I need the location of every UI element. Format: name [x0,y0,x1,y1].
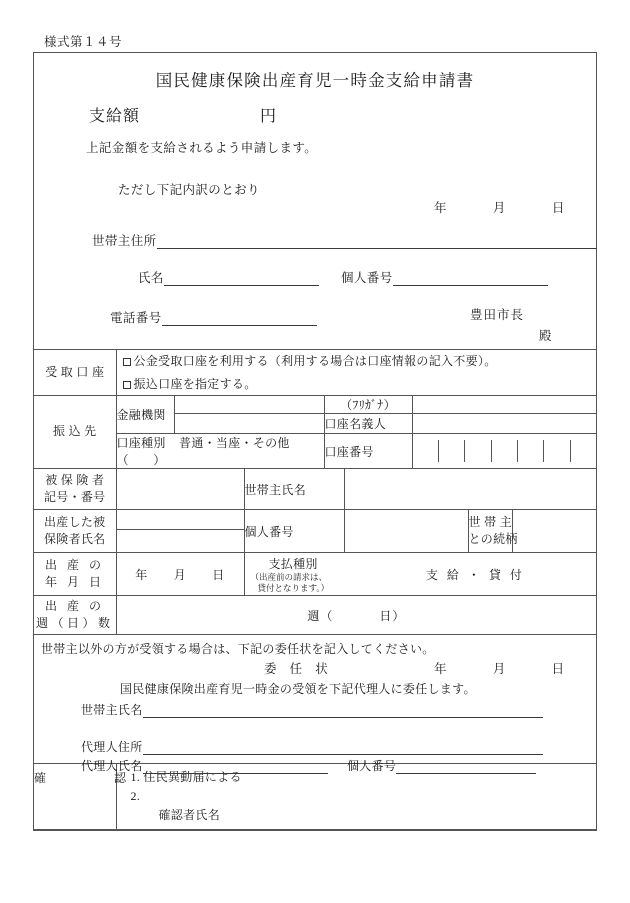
receiving-account-options [116,350,596,396]
birth-weeks-label [34,596,116,635]
applicant-mynumber-rule[interactable] [393,272,548,286]
birth-weeks-input[interactable] [116,596,596,635]
account-type-options[interactable]: 普通・当座・その他（ ） [116,436,290,468]
payment-amount-label: 支給額 [89,108,141,125]
household-address-rule[interactable] [157,235,597,249]
agent-name-label: 代理人氏名 [81,759,143,774]
account-number-cell[interactable] [439,440,465,462]
relation-to-head-input[interactable] [512,510,596,553]
financial-institution-label: 金融機関 [116,396,174,434]
delegation-section [34,635,596,774]
application-date-year: 年 [434,201,447,215]
birth-mother-name-label-line2: 保険者氏名 [43,532,106,547]
confirmer-name-label[interactable]: 確認者氏名 [158,807,221,822]
table-row-insured-symbol [34,469,596,510]
agent-mynumber-rule[interactable] [396,761,536,774]
account-holder-label: 口座名義人 [324,414,412,434]
agent-name-rule[interactable] [143,761,328,774]
delegation-date-day: 日 [551,662,565,677]
household-address-field[interactable] [92,231,597,249]
birth-date-day: 日 [212,567,225,582]
account-number-cell[interactable] [413,440,439,462]
applicant-tel-field[interactable] [110,308,317,326]
financial-institution-input-top[interactable] [174,396,324,414]
confirm-item-2[interactable]: 2. [130,789,141,804]
birth-weeks-unit: 日） [379,608,406,623]
form-main-box [33,52,597,831]
confirm-label: 確 認 [34,764,116,830]
agent-address-rule[interactable] [143,742,543,755]
payment-amount-row [89,103,277,126]
account-number-cell[interactable] [571,440,596,462]
birth-weeks-label-line2: 週（日）数 [35,616,114,631]
account-number-cell[interactable] [465,440,491,462]
account-number-grid[interactable] [412,434,596,469]
birth-mother-name-label-line1: 出産した被 [43,514,106,529]
birth-mother-mynumber-input[interactable] [344,510,468,553]
table-row-birth-weeks [34,596,596,635]
birth-date-month: 月 [173,567,187,582]
applicant-name-rule[interactable] [164,272,319,286]
form-grid-table [34,349,596,830]
agent-mynumber-field[interactable] [347,757,536,774]
agent-mynumber-label: 個人番号 [347,759,397,774]
account-number-cell[interactable] [492,440,518,462]
birth-weeks-label-line1: 出 産 の [44,599,105,614]
table-row-receiving-account [34,350,596,396]
account-type-cell[interactable] [116,434,324,469]
payment-type-note [251,572,355,593]
transfer-label: 振 込 先 [34,396,116,469]
relation-to-head-label-line1: 世 帯 主 [468,514,513,529]
checkbox-specify-account-icon[interactable] [123,381,131,389]
applicant-tel-label: 電話番号 [110,311,162,325]
applicant-name-label: 氏名 [138,271,164,285]
insured-symbol-label [34,469,116,510]
account-holder-input[interactable] [412,414,596,434]
payment-type-note-line2: 貸付となります。） [257,582,330,593]
birth-mother-furigana-input[interactable] [117,516,244,530]
account-number-label: 口座番号 [324,434,412,469]
form-header-section [34,53,596,349]
application-statement: 上記金額を支給されるよう申請します。 [86,141,318,155]
account-number-cell[interactable] [518,440,544,462]
payment-type-options[interactable]: 支 給 ・ 貸 付 [425,567,525,582]
payment-type-note-line1: （出産前の請求は、 [250,572,328,583]
application-date-month: 月 [492,201,506,215]
receiving-account-label: 受 取 口 座 [34,350,116,396]
application-date-day: 日 [551,201,565,215]
financial-institution-input-bottom[interactable] [174,414,324,434]
payment-type-label: 支払種別 [268,557,318,572]
checkbox-public-account-icon[interactable] [123,358,131,366]
receiving-account-option-2[interactable] [117,373,597,396]
table-row-birth-mother [34,510,596,553]
relation-to-head-label [468,510,518,553]
birth-date-input[interactable] [116,553,244,596]
birth-mother-name-value[interactable] [117,530,244,546]
table-row-transfer-institution [34,396,596,414]
applicant-mynumber-field[interactable] [341,268,548,286]
agent-address-field[interactable] [81,738,543,755]
birth-date-year: 年 [135,567,148,582]
form-number: 様式第１４号 [44,35,123,49]
receiving-account-option-1[interactable] [117,350,597,373]
applicant-tel-rule[interactable] [162,312,317,326]
birth-weeks-value: 週（ [307,608,334,623]
receiving-account-option-1-label: 公金受取口座を利用する（利用する場合は口座情報の記入不要）。 [133,354,497,368]
account-holder-furigana-input[interactable] [412,396,596,414]
agent-address-label: 代理人住所 [81,740,143,755]
addressee-honorific: 殿 [539,329,552,343]
household-head-name-label: 世帯主氏名 [244,469,344,510]
applicant-mynumber-label: 個人番号 [341,271,393,285]
account-type-label: 口座種別 [116,436,166,451]
payment-type-label-block [245,555,355,593]
delegation-head-name-label: 世帯主氏名 [81,703,143,718]
table-row-account-type [34,434,596,469]
payment-amount-unit: 円 [260,108,278,125]
insured-symbol-input[interactable] [116,469,244,510]
insured-symbol-label-line1: 被 保 険 者 [45,472,105,487]
birth-mother-name-label [34,510,116,553]
birth-mother-name-input[interactable] [116,510,244,553]
table-row-birth-date [34,553,596,596]
relation-to-head-label-line2: との続柄 [468,532,518,547]
delegation-date-month: 月 [492,662,506,677]
household-head-name-input[interactable] [344,469,596,510]
delegation-date[interactable] [434,659,564,677]
delegation-note: 世帯主以外の方が受領する場合は、下記の委任状を記入してください。 [41,642,435,657]
delegation-head-name-field[interactable] [81,701,543,718]
applicant-name-field[interactable] [138,268,319,286]
application-date[interactable] [434,198,565,216]
account-number-cell[interactable] [544,440,570,462]
delegation-date-year: 年 [434,662,447,677]
page-title: 国民健康保険出産育児一時金支給申請書 [155,71,475,90]
agent-name-field[interactable] [81,757,328,774]
birth-mother-mynumber-label: 個人番号 [244,510,344,553]
birth-date-label [34,553,116,596]
delegation-body: 国民健康保険出産育児一時金の受領を下記代理人に委任します。 [120,682,476,697]
table-row-delegation [34,635,596,764]
account-holder-furigana-label: （ﾌﾘｶﾞﾅ） [324,396,412,414]
delegation-head-name-rule[interactable] [143,705,543,718]
delegation-title: 委 任 状 [264,662,333,677]
confirm-item-1[interactable]: 1. 住民異動届による [130,770,242,785]
household-address-label: 世帯主住所 [92,234,157,248]
insured-symbol-label-line2: 記号・番号 [43,490,106,505]
proviso-statement: ただし下記内訳のとおり [118,183,260,197]
receiving-account-option-2-label: 振込口座を指定する。 [133,376,257,391]
addressee-mayor: 豊田市長 [470,308,525,322]
payment-type-cell[interactable] [244,553,596,596]
birth-date-label-line2: 年 月 日 [44,575,105,590]
birth-date-label-line1: 出 産 の [44,557,105,572]
